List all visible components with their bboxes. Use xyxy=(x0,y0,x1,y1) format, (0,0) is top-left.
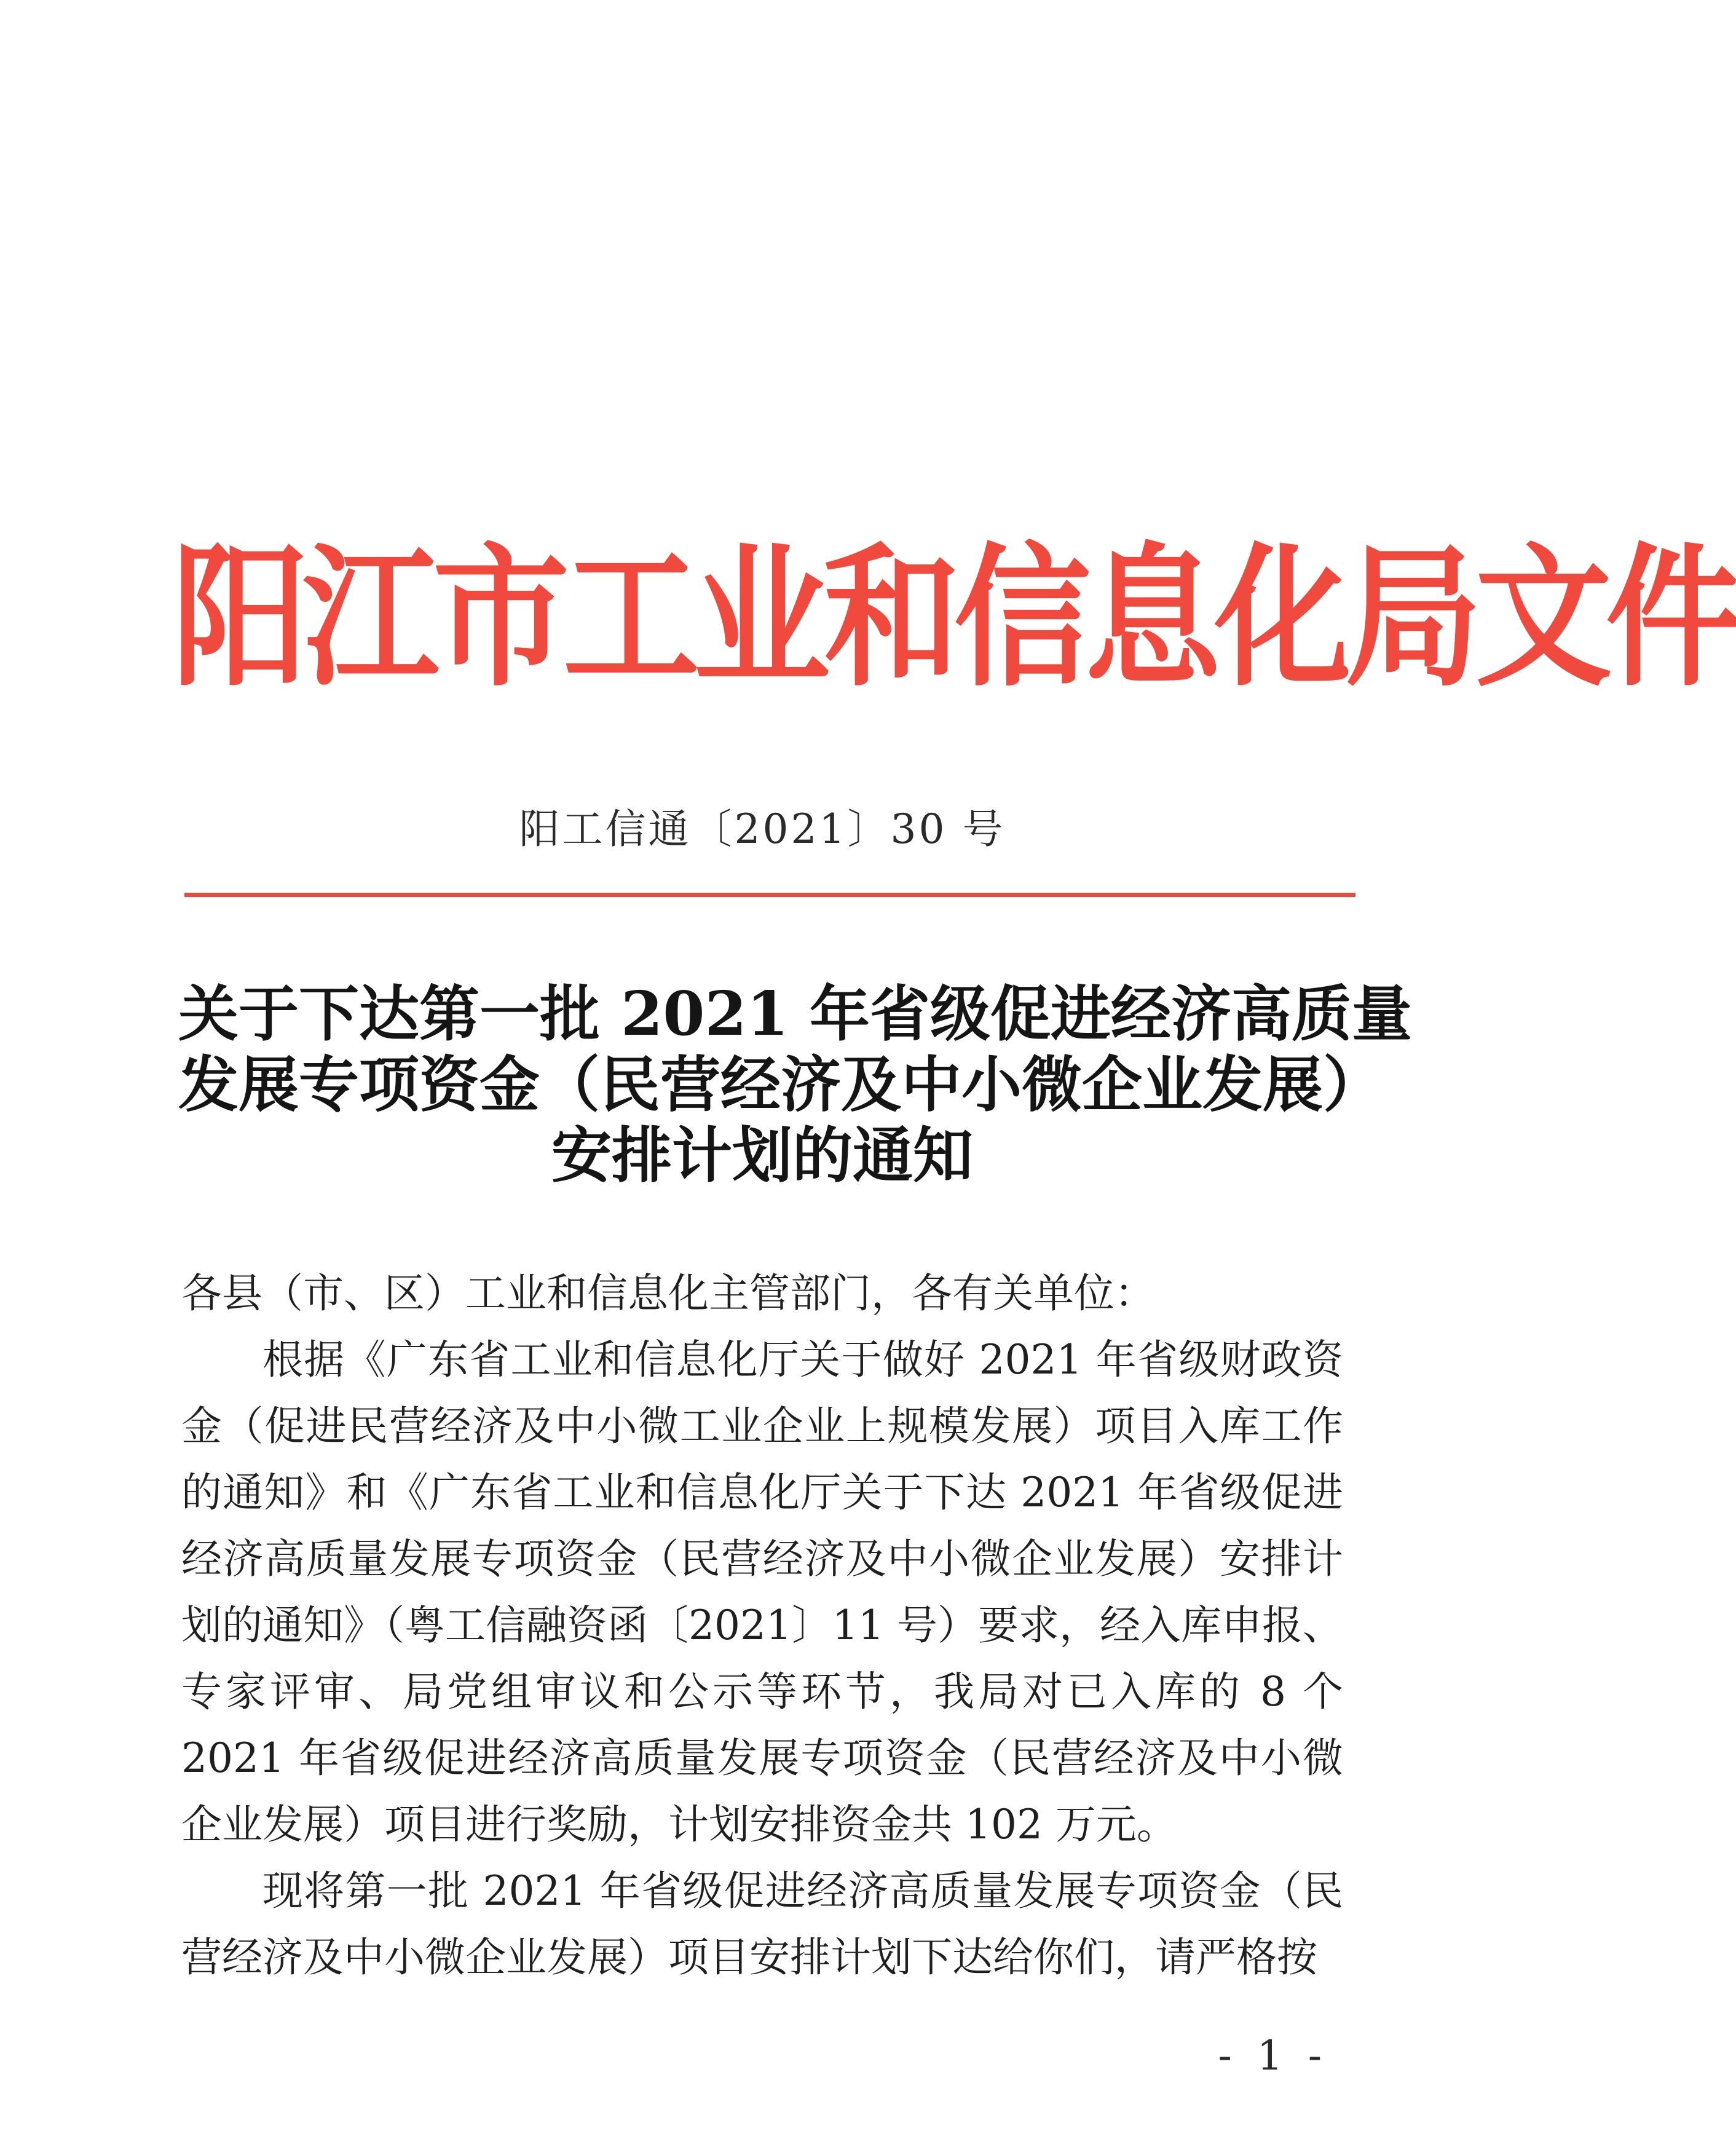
notice-title xyxy=(178,979,1412,1191)
title-line: 安排计划的通知 xyxy=(551,1120,973,1191)
salutation: 各县（市、区）工业和信息化主管部门，各有关单位： xyxy=(181,1270,1155,1317)
title-line: 发展专项资金（民营经济及中小微企业发展） xyxy=(178,1050,1384,1120)
red-divider-line xyxy=(184,893,1355,897)
body-paragraph: 现将第一批 2021 年省级促进经济高质量发展专项资金（民营经济及中小微企业发展）项目安排计划下达给你们，请严格按 xyxy=(181,1867,1343,1981)
document-number: 阳工信通〔2021〕30 号 xyxy=(519,805,1006,853)
page-number: - 1 - xyxy=(1218,2032,1328,2079)
body-paragraph: 根据《广东省工业和信息化厅关于做好 2021 年省级财政资金（促进民营经济及中小微工业企业上规模发展）项目入库工作的通知》和《广东省工业和信息化厅关于下达 2021 年省级促进经济高质量发展专项资金（民营经济及中小微企业发展）安排计划的通知》（粤工信融资函〔2021〕11 号）要求，经入库申报、专家评审、局党组审议和公示等环节，我局对已入库的 8 个 2021 年省级促进经济高质量发展专项资金（民营经济及中小微企业发展）项目进行奖励，计划安排资金共 102 万元。 xyxy=(181,1336,1343,1848)
notice-body xyxy=(181,1260,1343,1991)
title-line: 关于下达第一批 2021 年省级促进经济高质量 xyxy=(178,979,1412,1050)
masthead-title: 阳江市工业和信息化局文件 xyxy=(172,528,1736,708)
